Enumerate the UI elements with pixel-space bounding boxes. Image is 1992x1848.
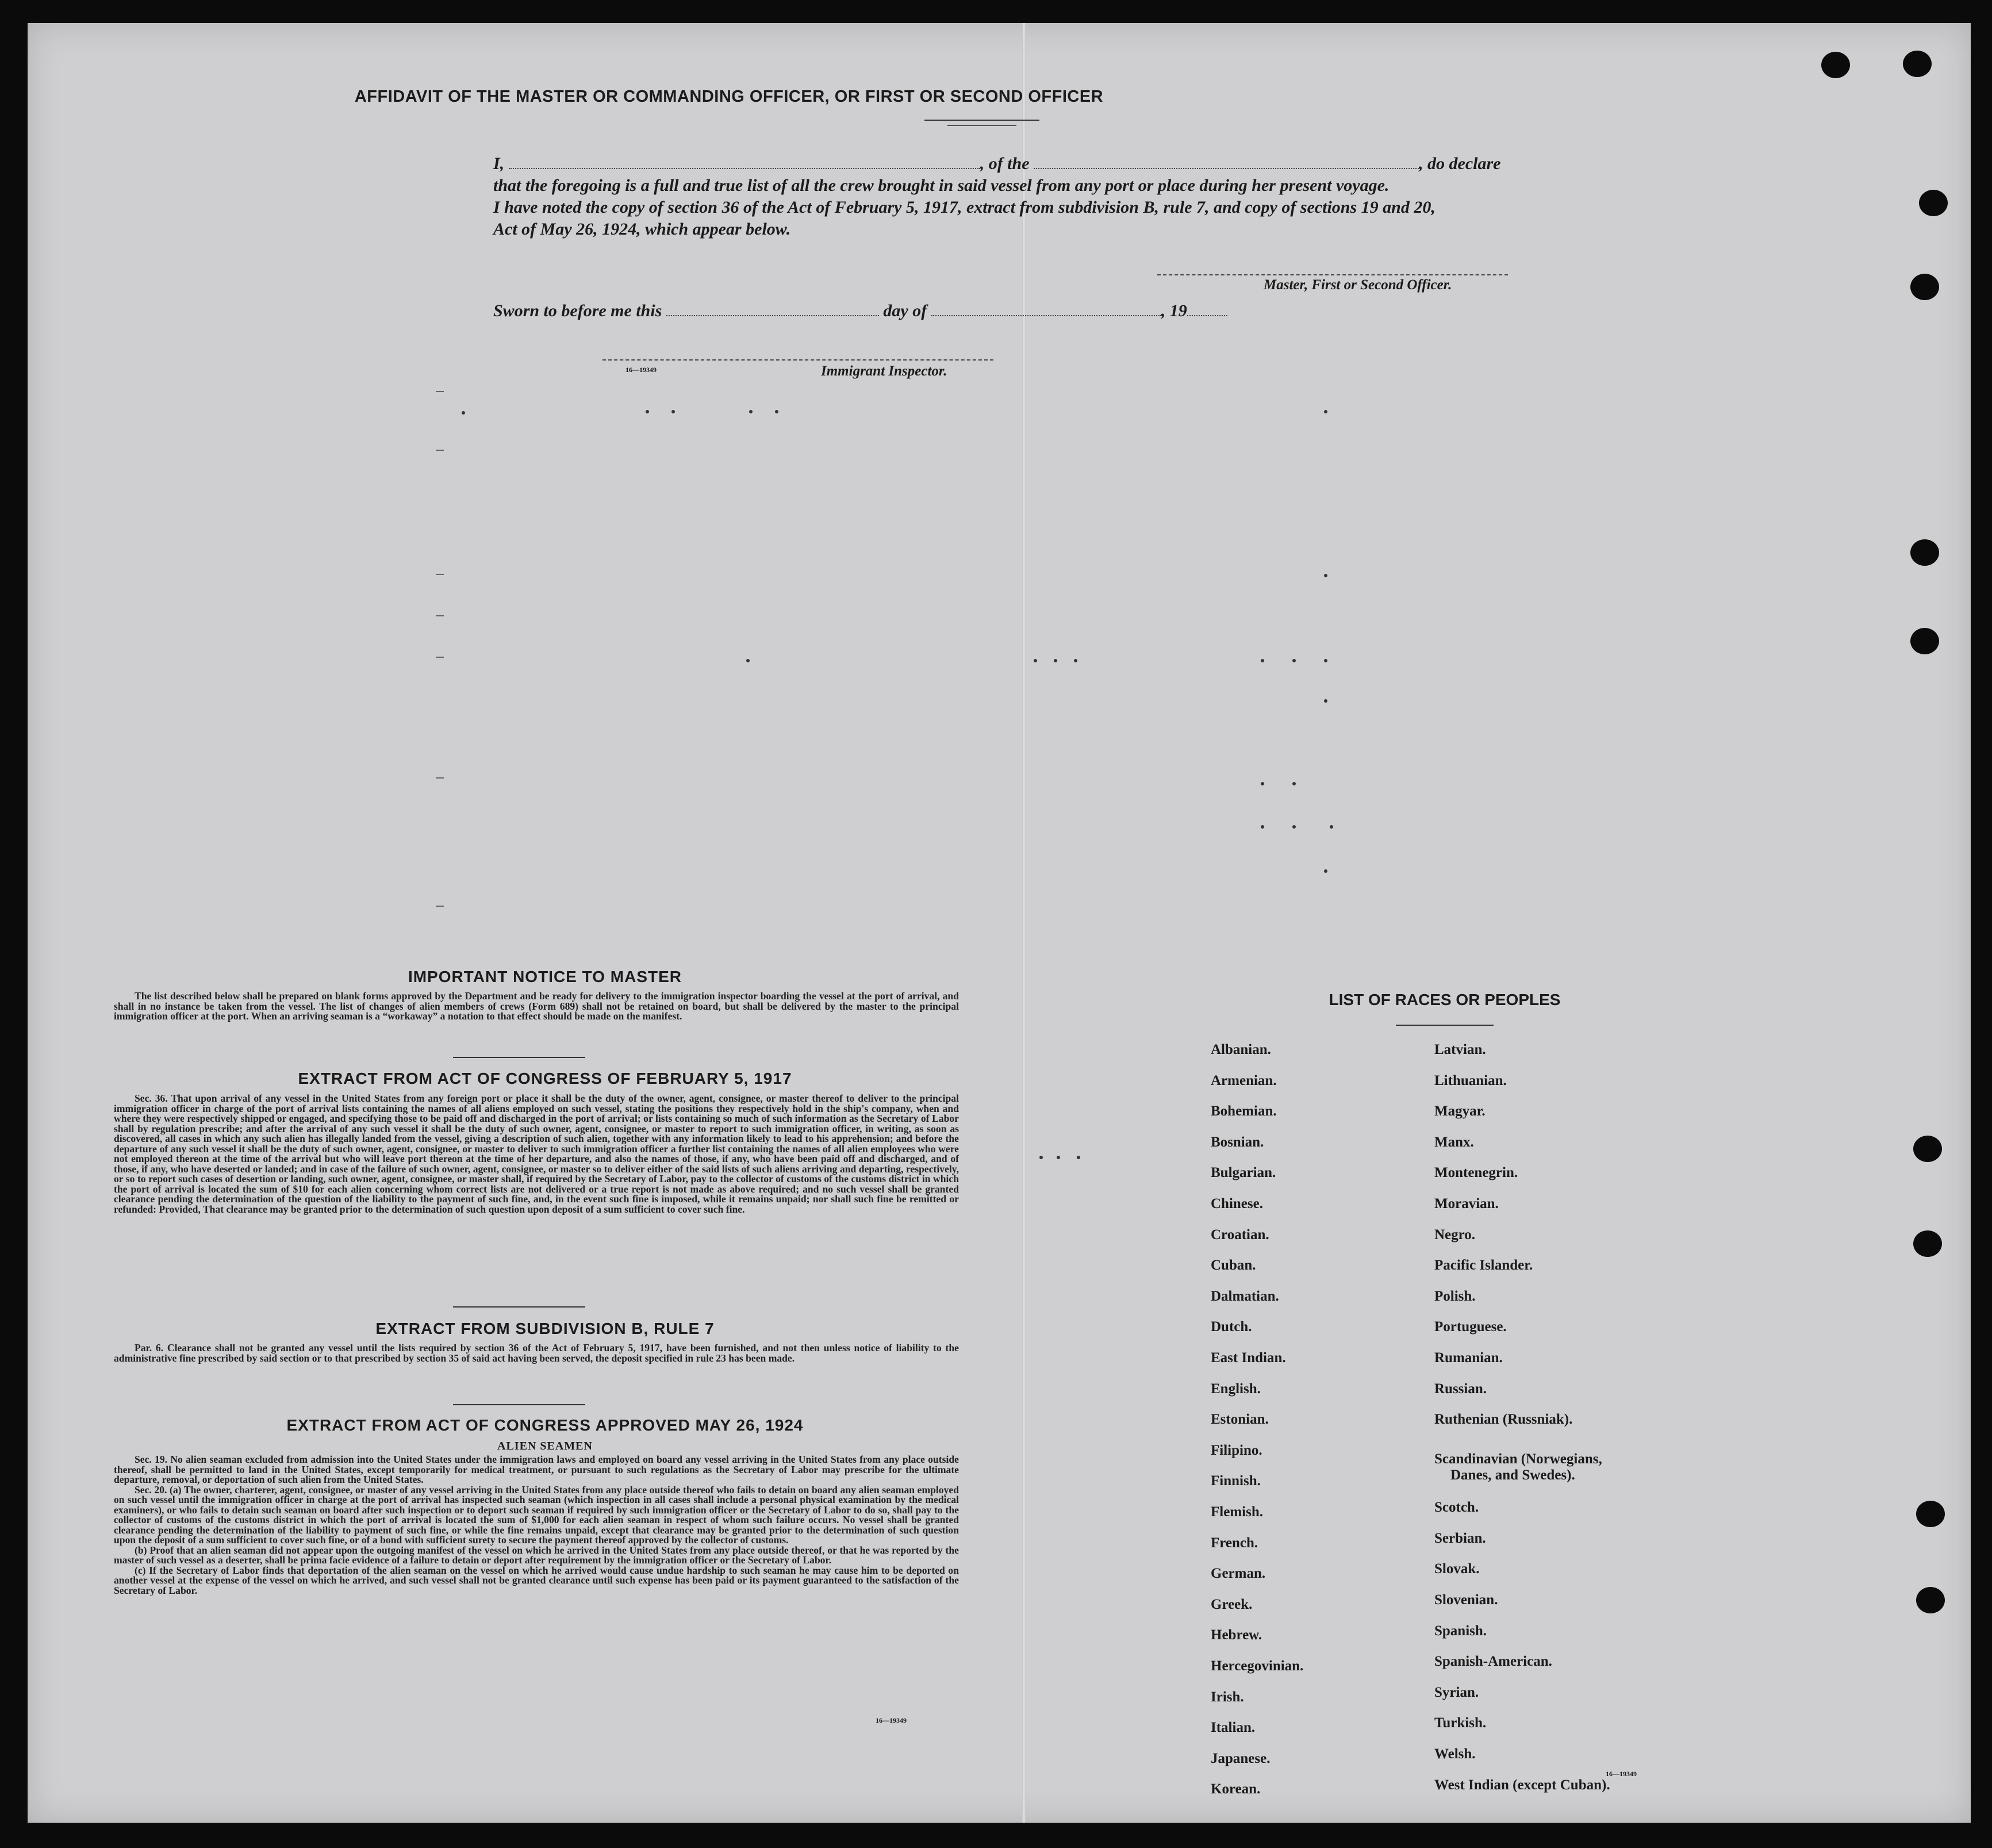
section-rule xyxy=(453,1306,585,1308)
race-item: French. xyxy=(1211,1535,1258,1551)
inspector-label: Immigrant Inspector. xyxy=(821,363,947,379)
master-label: Master, First or Second Officer. xyxy=(1264,277,1452,293)
declaration-line: that the foregoing is a full and true list of all the crew brought in said vessel from any port or place during her present voyage. xyxy=(493,176,1390,195)
race-item: Lithuanian. xyxy=(1434,1072,1507,1088)
page-fold xyxy=(1022,23,1026,1823)
race-item: Italian. xyxy=(1211,1720,1256,1736)
punch-hole xyxy=(1919,190,1948,216)
vessel-name-field[interactable] xyxy=(1034,168,1419,169)
race-item: Albanian. xyxy=(1211,1042,1271,1057)
page-content xyxy=(28,23,1971,1823)
notice-paragraph: The list described below shall be prepared on blank forms approved by the Department and be ready for delivery to the immigration inspector boarding the vessel at the port of arrival, and shall in no instance be taken from the vessel. The list of changes of alien members of crews (Form 689) shall not be retained on board, but shall be delivered by the master to the principal immigration officer at the port. When an arriving seaman is a “workaway” a notation to that effect should be made on the manifest. xyxy=(114,990,959,1022)
race-item: Ruthenian (Russniak). xyxy=(1434,1412,1573,1428)
title-rule xyxy=(947,125,1016,126)
race-item: Bosnian. xyxy=(1211,1134,1264,1150)
race-item: Rumanian. xyxy=(1434,1350,1503,1366)
section-36-paragraph: Sec. 36. That upon arrival of any vessel in the United States from any foreign port or place it shall be the duty of the owner, agent, consignee, or master thereof to deliver to the principal immigration officer in charge of the port of arrival lists containing the names of all aliens employed on such vessel, stating the positions they respectively hold in the ship's company, when and where they were respectively shipped or engaged, and specifying those to be paid off and discharged in the port of arrival; or lists containing so much of such information as the Secretary of Labor shall by regulation prescribe; and after the arrival of any such vessel it shall be the duty of such owner, agent, consignee, or master to report to such immigration officer, in writing, as soon as discovered, all cases in which any such alien has illegally landed from the vessel, giving a description of such alien, together with any information likely to lead to his apprehension; and before the departure of any such vessel it shall be the duty of such owner, agent, consignee, or master to deliver to such immigration officer a further list containing the names of all alien employees who were not employed thereon at the time of the arrival but who will leave port thereon at the time of her departure, and also the names of those, if any, who have been paid off and discharged, and of those, if any, who have deserted or landed; and in case of the failure of such owner, agent, consignee, or master so to deliver either of the said lists of such aliens arriving and departing, respectively, or so to report such cases of desertion or landing, such owner, agent, consignee, or master shall, if required by the Secretary of Labor, pay to the collector of customs of the customs district in which the port of arrival is located the sum of $10 for each alien concerning whom correct lists are not delivered or a true report is not made as above required; and no such vessel shall be granted clearance pending the determination of the question of the liability to the payment of such fine, and, in the event such fine is imposed, while it remains unpaid; nor shall such fine be remitted or refunded: Provided, That clearance may be granted prior to the determination of such question upon deposit of a sum sufficient to cover such fine. xyxy=(114,1092,959,1215)
affidavit-title: AFFIDAVIT OF THE MASTER OR COMMANDING OFFICER, OR FIRST OR SECOND OFFICER xyxy=(354,87,1104,106)
section-19-paragraph: Sec. 19. No alien seaman excluded from admission into the United States under the immigration laws and employed on board any vessel arriving in the United States from any place outside thereof, shall be permitted to land in the United States, except temporarily for medical treatment, or pursuant to such regulations as the Secretary of Labor may prescribe for the ultimate departure, removal, or deportation of such alien from the United States. xyxy=(114,1454,959,1485)
race-item: Moravian. xyxy=(1434,1196,1499,1211)
race-item: Irish. xyxy=(1211,1689,1244,1705)
race-item: Pacific Islander. xyxy=(1434,1257,1533,1274)
speck xyxy=(671,410,675,413)
speck xyxy=(1292,782,1296,785)
race-item: Turkish. xyxy=(1434,1715,1487,1731)
section-20c-paragraph: (c) If the Secretary of Labor finds that deportation of the alien seaman on the vessel on which he arrived would cause undue hardship to such seaman he may cause him to be deported on another vessel at the expense of the vessel on which he arrived, and such vessel shall not be granted clearance until such expense has been paid or its payment guaranteed to the satisfaction of the Secretary of Labor. xyxy=(114,1564,959,1596)
day-of-label: day of xyxy=(883,301,927,320)
form-number: 16—19349 xyxy=(1606,1770,1637,1778)
race-item: Dalmatian. xyxy=(1211,1288,1279,1304)
punch-hole xyxy=(1916,1587,1945,1613)
extract-1917-text xyxy=(114,1094,959,1214)
race-item: Bohemian. xyxy=(1211,1103,1277,1119)
race-item: Hebrew. xyxy=(1211,1627,1262,1643)
race-item: Russian. xyxy=(1434,1381,1487,1397)
punch-hole xyxy=(1916,1501,1945,1527)
race-item: Greek. xyxy=(1211,1596,1253,1612)
punch-hole xyxy=(1910,274,1939,300)
punch-hole xyxy=(1821,52,1850,78)
race-item: Bulgarian. xyxy=(1211,1165,1276,1181)
speck xyxy=(1324,410,1327,413)
margin-mark xyxy=(436,777,444,779)
race-item: Serbian. xyxy=(1434,1530,1486,1546)
race-item: Welsh. xyxy=(1434,1746,1476,1762)
section-20a-paragraph: Sec. 20. (a) The owner, charterer, agent, consignee, or master of any vessel arriving in the United States from any place outside thereof who fails to detain on board any alien seaman employed on such vessel until the immigration officer in charge at the port of arrival has inspected such seaman (which inspection in all cases shall include a personal physical examination by the medical examiners), or who fails to detain such seaman on board after such inspection or to deport such seaman if required by such immigration officer or the Secretary of Labor to do so, shall pay to the collector of customs of the customs district in which the port of arrival is located the sum of $1,000 for each alien seaman in respect of whom such failure occurs. No vessel shall be granted clearance pending the determination of the liability to payment of such fine, or while the fine remains unpaid, except that clearance may be granted prior to the determination of such question upon the deposit of a sum sufficient to cover such fine, or of a bond with sufficient surety to secure the payment thereof approved by the collector of customs. xyxy=(114,1483,959,1546)
sworn-year-field[interactable] xyxy=(1187,315,1227,316)
race-item: Manx. xyxy=(1434,1134,1474,1150)
extract-1924-text xyxy=(114,1455,959,1596)
speck xyxy=(749,410,753,413)
race-item: Latvian. xyxy=(1434,1042,1486,1057)
speck xyxy=(1292,825,1296,829)
races-title-rule xyxy=(1396,1025,1494,1026)
race-item: Spanish-American. xyxy=(1434,1654,1552,1670)
speck xyxy=(1074,659,1077,662)
race-item: Croatian. xyxy=(1211,1226,1269,1243)
form-number: 16—19349 xyxy=(625,366,657,374)
races-title: LIST OF RACES OR PEOPLES xyxy=(1329,991,1561,1009)
extract-rule7-title: EXTRACT FROM SUBDIVISION B, RULE 7 xyxy=(375,1320,715,1337)
race-item: Armenian. xyxy=(1211,1072,1277,1088)
punch-hole xyxy=(1910,628,1939,654)
extract-1924-title: EXTRACT FROM ACT OF CONGRESS APPROVED MAY 26, 1924 xyxy=(286,1416,804,1434)
race-item: Syrian. xyxy=(1434,1684,1479,1700)
punch-hole xyxy=(1910,539,1939,566)
extract-1917-title: EXTRACT FROM ACT OF CONGRESS OF FEBRUARY 5, 1917 xyxy=(298,1069,792,1087)
speck xyxy=(1330,825,1333,829)
i-label: I, xyxy=(493,154,505,173)
punch-hole xyxy=(1913,1230,1942,1257)
race-item: Estonian. xyxy=(1211,1412,1269,1428)
race-item: Flemish. xyxy=(1211,1504,1263,1520)
race-item: East Indian. xyxy=(1211,1350,1286,1366)
speck xyxy=(1077,1156,1080,1159)
race-item: Chinese. xyxy=(1211,1196,1263,1211)
punch-hole xyxy=(1913,1136,1942,1162)
section-rule xyxy=(453,1057,585,1058)
race-item: Dutch. xyxy=(1211,1319,1252,1335)
race-item: Negro. xyxy=(1434,1226,1476,1243)
title-rule xyxy=(924,120,1039,121)
race-item: Danes, and Swedes). xyxy=(1450,1467,1575,1483)
declaration-line: I have noted the copy of section 36 of the Act of February 5, 1917, extract from subdivision B, rule 7, and copy of sections 19 and 20, xyxy=(493,198,1436,217)
extract-rule7-text xyxy=(114,1343,959,1363)
speck xyxy=(1034,659,1037,662)
race-item: Hercegovinian. xyxy=(1211,1658,1304,1674)
inspector-signature-line[interactable] xyxy=(602,359,993,361)
punch-hole xyxy=(1903,51,1932,77)
officer-name-field[interactable] xyxy=(509,168,980,169)
race-item: Korean. xyxy=(1211,1781,1261,1797)
of-the-label: , of the xyxy=(980,154,1030,173)
speck xyxy=(1292,659,1296,662)
race-item: West Indian (except Cuban). xyxy=(1434,1777,1610,1793)
sworn-label: Sworn to before me this xyxy=(493,301,662,320)
margin-mark xyxy=(436,574,444,575)
speck xyxy=(1324,574,1327,577)
section-rule xyxy=(453,1404,585,1405)
speck xyxy=(1261,825,1264,829)
year-label: , 19 xyxy=(1161,301,1187,320)
speck xyxy=(1324,699,1327,703)
speck xyxy=(462,411,465,415)
margin-mark xyxy=(436,450,444,451)
speck xyxy=(1324,869,1327,873)
race-item: Polish. xyxy=(1434,1288,1476,1304)
race-item: Japanese. xyxy=(1211,1750,1271,1766)
margin-mark xyxy=(436,615,444,616)
alien-seamen-heading: ALIEN SEAMEN xyxy=(497,1440,593,1452)
speck xyxy=(746,659,750,662)
race-item: Montenegrin. xyxy=(1434,1165,1518,1181)
race-item: Scandinavian (Norwegians, xyxy=(1434,1451,1602,1467)
race-item: Slovak. xyxy=(1434,1561,1480,1577)
speck xyxy=(1057,1156,1060,1159)
race-item: Spanish. xyxy=(1434,1623,1487,1639)
notice-text xyxy=(114,991,959,1022)
margin-mark xyxy=(436,657,444,658)
form-number: 16—19349 xyxy=(876,1716,907,1724)
race-item: Portuguese. xyxy=(1434,1319,1507,1335)
margin-mark xyxy=(436,391,444,392)
race-item: English. xyxy=(1211,1381,1261,1397)
speck xyxy=(1054,659,1057,662)
race-item: Scotch. xyxy=(1434,1500,1479,1516)
race-item: Filipino. xyxy=(1211,1442,1262,1458)
sworn-line xyxy=(493,300,1227,322)
sworn-month-field[interactable] xyxy=(931,315,1161,316)
rule-7-paragraph: Par. 6. Clearance shall not be granted any vessel until the lists required by section 36 of the Act of February 5, 1917, have been furnished, and not then unless notice of liability to the administrative fine prescribed by said section or to that prescribed by section 35 of said act having been served, the deposit specified in rule 23 has been made. xyxy=(114,1342,959,1364)
speck xyxy=(646,410,649,413)
speck xyxy=(1039,1156,1043,1159)
declare-label: , do declare xyxy=(1419,154,1501,173)
speck xyxy=(1261,659,1264,662)
speck xyxy=(775,410,778,413)
race-item: German. xyxy=(1211,1566,1266,1582)
race-item: Cuban. xyxy=(1211,1257,1256,1274)
race-item: Slovenian. xyxy=(1434,1592,1498,1608)
section-20b-paragraph: (b) Proof that an alien seaman did not appear upon the outgoing manifest of the vessel on which he arrived in the United States from any place outside thereof, or that he was reported by the master of such vessel as a deserter, shall be prima facie evidence of a failure to detain or deport after requirement by the immigration officer or the Secretary of Labor. xyxy=(114,1544,959,1566)
race-item: Finnish. xyxy=(1211,1473,1261,1489)
speck xyxy=(1261,782,1264,785)
sworn-day-field[interactable] xyxy=(666,315,879,316)
notice-title: IMPORTANT NOTICE TO MASTER xyxy=(408,968,682,986)
race-item: Magyar. xyxy=(1434,1103,1486,1119)
speck xyxy=(1324,659,1327,662)
declaration-line: Act of May 26, 1924, which appear below. xyxy=(493,220,791,239)
affidavit-declaration xyxy=(493,153,1597,240)
margin-mark xyxy=(436,906,444,907)
master-signature-line[interactable] xyxy=(1157,274,1508,275)
